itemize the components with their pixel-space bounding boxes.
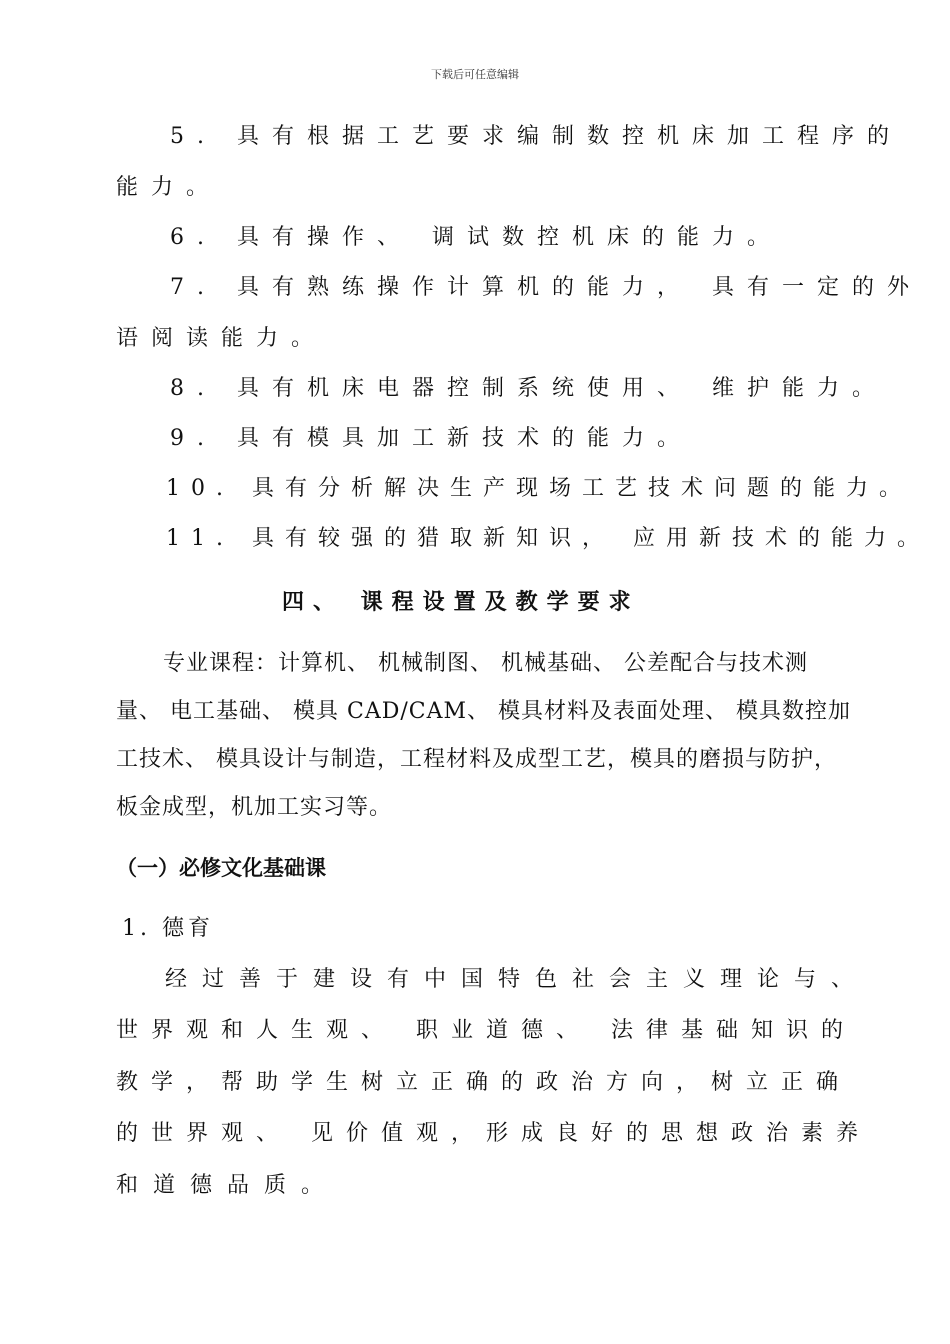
ability-item-8: 8. 具有机床电器控制系统使用、 维护能力。 (170, 376, 887, 401)
courses-line-2: 量、 电工基础、 模具 CAD/CAM、 模具材料及表面处理、 模具数控加 (116, 699, 851, 724)
item-title: 1. 德育 (122, 916, 214, 941)
section-title: 四、 课程设置及教学要求 (282, 589, 640, 615)
ability-item-6: 6. 具有操作、 调试数控机床的能力。 (170, 225, 782, 250)
courses-line-4: 板金成型，机加工实习等。 (116, 795, 393, 820)
moral-line-1: 经过善于建设有中国特色社会主义理论与、 (165, 967, 869, 992)
ability-item-7: 7. 具有熟练操作计算机的能力， 具有一定的外 (170, 275, 922, 300)
courses-line-3: 工技术、 模具设计与制造，工程材料及成型工艺，模具的磨损与防护， (116, 747, 837, 772)
ability-item-11: 11. 具有较强的猎取新知识， 应用新技术的能力。 (166, 526, 930, 551)
ability-item-5: 5. 具有根据工艺要求编制数控机床加工程序的 (170, 124, 902, 149)
moral-line-4: 的世界观、 见价值观，形成良好的思想政治素养 (116, 1121, 871, 1146)
moral-line-3: 教学，帮助学生树立正确的政治方向，树立正确 (116, 1070, 852, 1095)
ability-item-7-continued: 语阅读能力。 (116, 326, 327, 351)
moral-line-5: 和道德品质。 (116, 1173, 339, 1198)
ability-item-10: 10. 具有分析解决生产现场工艺技术问题的能力。 (166, 476, 912, 501)
ability-item-5-continued: 能力。 (116, 175, 222, 200)
moral-line-2: 世界观和人生观、 职业道德、 法律基础知识的 (116, 1018, 856, 1043)
ability-item-9: 9. 具有模具加工新技术的能力。 (170, 426, 692, 451)
page-header: 下载后可任意编辑 (431, 68, 519, 81)
subsection-title: （一）必修文化基础课 (116, 856, 326, 880)
courses-line-1: 专业课程：计算机、 机械制图、 机械基础、 公差配合与技术测 (163, 651, 808, 676)
